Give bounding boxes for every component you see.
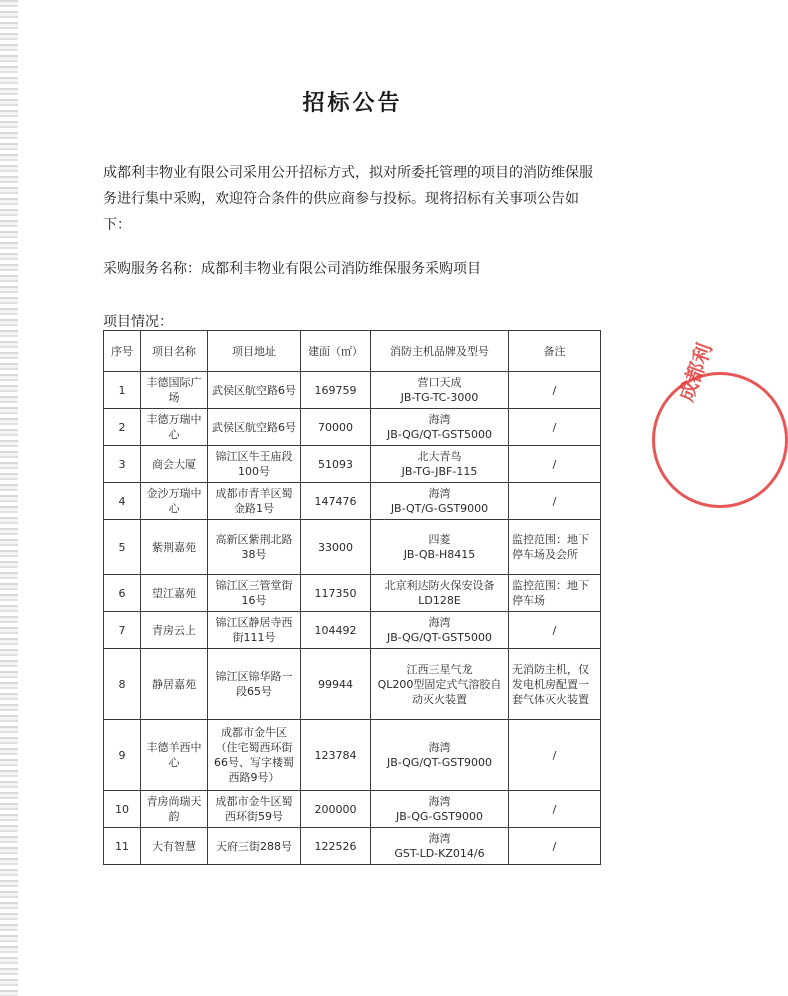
cell-no: 5 [104, 520, 141, 575]
cell-brand: 海湾 JB-QT/G-GST9000 [371, 483, 509, 520]
cell-brand: 北大青鸟 JB-TG-JBF-115 [371, 446, 509, 483]
table-row [104, 791, 601, 828]
projects-table [103, 330, 601, 865]
cell-address: 成都市青羊区蜀金路1号 [208, 483, 301, 520]
cell-area: 33000 [301, 520, 371, 575]
cell-name: 丰德羊西中心 [141, 720, 208, 791]
cell-no: 7 [104, 612, 141, 649]
cell-area: 51093 [301, 446, 371, 483]
cell-name: 商会大厦 [141, 446, 208, 483]
table-row [104, 520, 601, 575]
cell-address: 武侯区航空路6号 [208, 409, 301, 446]
cell-no: 4 [104, 483, 141, 520]
cell-note: / [509, 612, 601, 649]
cell-address: 锦江区三管堂街16号 [208, 575, 301, 612]
cell-address: 锦江区牛王庙段100号 [208, 446, 301, 483]
cell-no: 2 [104, 409, 141, 446]
header-area: 建面（㎡） [301, 331, 371, 372]
cell-area: 117350 [301, 575, 371, 612]
cell-name: 青房尚瑞天韵 [141, 791, 208, 828]
table-row [104, 409, 601, 446]
cell-name: 丰德国际广场 [141, 372, 208, 409]
cell-address: 锦江区锦华路一段65号 [208, 649, 301, 720]
cell-no: 11 [104, 828, 141, 865]
table-row [104, 446, 601, 483]
cell-address: 锦江区静居寺西街111号 [208, 612, 301, 649]
table-row [104, 720, 601, 791]
cell-name: 望江嘉苑 [141, 575, 208, 612]
cell-name: 金沙万瑞中心 [141, 483, 208, 520]
header-name: 项目名称 [141, 331, 208, 372]
cell-brand: 江西三星气龙 QL200型固定式气溶胶自动灭火装置 [371, 649, 509, 720]
cell-note: 监控范围：地下停车场 [509, 575, 601, 612]
table-row [104, 828, 601, 865]
cell-note: / [509, 483, 601, 520]
document-title: 招标公告 [302, 91, 403, 116]
cell-no: 3 [104, 446, 141, 483]
cell-address: 成都市金牛区（住宅蜀西环街66号、写字楼蜀西路9号） [208, 720, 301, 791]
header-note: 备注 [509, 331, 601, 372]
table-header-row [104, 331, 601, 372]
cell-brand: 海湾 GST-LD-KZ014/6 [371, 828, 509, 865]
table-row [104, 575, 601, 612]
cell-area: 147476 [301, 483, 371, 520]
cell-note: 无消防主机，仅发电机房配置一套气体灭火装置 [509, 649, 601, 720]
cell-no: 1 [104, 372, 141, 409]
intro-paragraph: 成都利丰物业有限公司采用公开招标方式，拟对所委托管理的项目的消防维保服务进行集中采购，欢迎符合条件的供应商参与投标。现将招标有关事项公告如下： [103, 165, 593, 233]
table-row [104, 372, 601, 409]
cell-area: 169759 [301, 372, 371, 409]
cell-name: 丰德万瑞中心 [141, 409, 208, 446]
cell-no: 8 [104, 649, 141, 720]
project-status-label: 项目情况： [103, 314, 173, 330]
cell-brand: 海湾 JB-QG/QT-GST5000 [371, 612, 509, 649]
cell-address: 高新区紫荆北路38号 [208, 520, 301, 575]
header-address: 项目地址 [208, 331, 301, 372]
cell-name: 大有智慧 [141, 828, 208, 865]
header-no: 序号 [104, 331, 141, 372]
cell-area: 123784 [301, 720, 371, 791]
cell-note: / [509, 828, 601, 865]
cell-note: / [509, 720, 601, 791]
header-brand: 消防主机品牌及型号 [371, 331, 509, 372]
cell-brand: 海湾 JB-QG/QT-GST9000 [371, 720, 509, 791]
cell-address: 武侯区航空路6号 [208, 372, 301, 409]
cell-brand: 海湾 JB-QG/QT-GST5000 [371, 409, 509, 446]
table-row [104, 612, 601, 649]
cell-no: 6 [104, 575, 141, 612]
cell-name: 静居嘉苑 [141, 649, 208, 720]
cell-area: 70000 [301, 409, 371, 446]
cell-address: 天府三街288号 [208, 828, 301, 865]
cell-brand: 北京利达防火保安设备 LD128E [371, 575, 509, 612]
cell-area: 104492 [301, 612, 371, 649]
cell-brand: 海湾 JB-QG-GST9000 [371, 791, 509, 828]
cell-area: 200000 [301, 791, 371, 828]
service-name: 采购服务名称：成都利丰物业有限公司消防维保服务采购项目 [103, 261, 481, 277]
cell-address: 成都市金牛区蜀西环街59号 [208, 791, 301, 828]
cell-note: / [509, 791, 601, 828]
cell-name: 青房云上 [141, 612, 208, 649]
cell-brand: 营口天成 JB-TG-TC-3000 [371, 372, 509, 409]
cell-area: 122526 [301, 828, 371, 865]
cell-name: 紫荆嘉苑 [141, 520, 208, 575]
scan-edge-artifact [0, 0, 18, 996]
cell-note: / [509, 372, 601, 409]
table-row [104, 483, 601, 520]
cell-area: 99944 [301, 649, 371, 720]
table-row [104, 649, 601, 720]
cell-note: / [509, 409, 601, 446]
cell-no: 9 [104, 720, 141, 791]
cell-note: / [509, 446, 601, 483]
cell-no: 10 [104, 791, 141, 828]
cell-brand: 四菱 JB-QB-H8415 [371, 520, 509, 575]
company-seal-text: 成都利 [673, 339, 717, 405]
cell-note: 监控范围：地下停车场及会所 [509, 520, 601, 575]
